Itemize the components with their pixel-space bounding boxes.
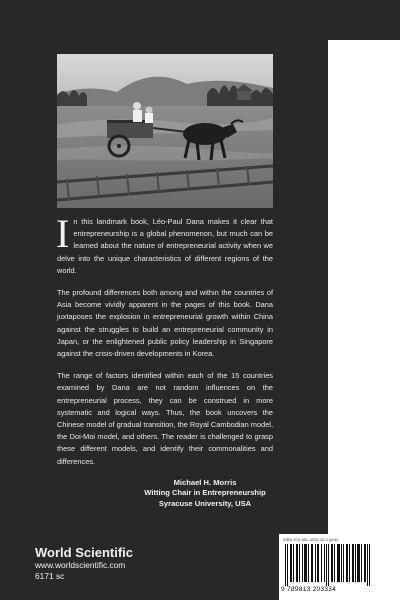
blurb-paragraph-3: The range of factors identified within each of the 15 countries examined by Dana are not random influences on the entrepreneurial process, they can be construed in more systematic and logical ways. Thus, the book uncovers the Chinese model of gradual transition, the Royal Cambodian model, the Doi-Moi model, and others. The reader is challenged to grasp these different models, and identify their commonalities and differences. [57,371,273,466]
isbn-barcode-number: 9 789813 203334 [281,586,337,593]
publisher-url: www.worldscientific.com [35,560,126,570]
barcode-icon [285,544,371,586]
catalog-code: 6171 sc [35,571,65,581]
publisher-block [35,545,133,582]
endorsement-signature [57,478,273,509]
photo-bullock-cart-icon [57,54,273,208]
blurb-paragraph-2: The profound differences both among and within the countries of Asia become vividly apparent in the pages of this book. Dana juxtaposes the explosion in entrepreneurial growth within China against the struggles to build an entrepreneurial community in Japan, or the enlightened public policy leadership in Singapore against the crisis-driven developments in Korea. [57,288,273,359]
blurb-text [56,211,273,509]
isbn-label: ISBN 978-981-3203-33-4 (pbk) [283,537,338,542]
drop-cap: I [56,211,70,256]
cover-photo [57,54,273,208]
endorser-affiliation: Syracuse University, USA [158,498,252,508]
paragraph-1-text: n this landmark book, Léo-Paul Dana makes it clear that entrepreneurship is a global phenomenon, but much can be learned about the nature of entrepreneurial activity when we delve into the unique characteristics of different regions of the world. [57,217,273,275]
publisher-name: World Scientific [35,545,133,560]
blurb-paragraph-1 [56,211,273,277]
endorser-title: Witting Chair in Entrepreneurship [144,488,266,498]
endorser-name: Michael H. Morris [173,477,237,487]
spine-white-band [328,40,400,600]
barcode-panel [279,534,377,600]
